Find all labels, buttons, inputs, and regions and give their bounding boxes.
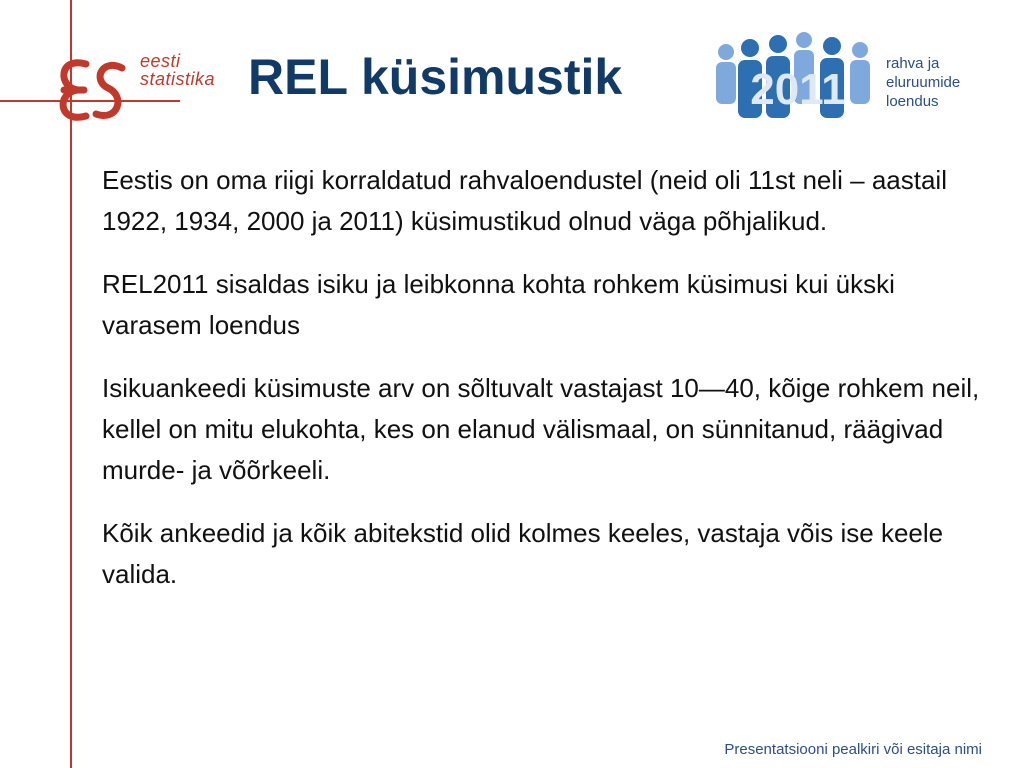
body-paragraph: Kõik ankeedid ja kõik abitekstid olid kolmes keeles, vastaja võis ise keele valida. [102, 518, 944, 589]
slide-footer: Presentatsiooni pealkiri või esitaja nimi [724, 741, 982, 758]
body-paragraph: Isikuankeedi küsimuste arv on sõltuvalt vastajast 10—40, kõige rohkem neil, kellel on mitu elukohta, kes on elanud välismaal, on sünnitanud, räägivad murde- ja võõrkeeli. [102, 373, 980, 485]
wordmark-line-2: statistika [140, 69, 216, 89]
census-year: 2011 [750, 65, 846, 114]
census-wordmark [886, 54, 960, 111]
slide-title: REL küsimustik [248, 49, 623, 105]
census-line-3: loendus [886, 93, 939, 110]
statistics-es-logo-icon [50, 50, 130, 130]
slide-body [102, 160, 992, 617]
body-paragraph: REL2011 sisaldas isiku ja leibkonna kohta rohkem küsimusi kui ükski varasem loendus [102, 269, 895, 340]
statistics-wordmark [140, 52, 215, 88]
census-2011-logo-icon [710, 30, 880, 125]
body-paragraph: Eestis on oma riigi korraldatud rahvaloendustel (neid oli 11st neli – aastail 1922, 1934, 2000 ja 2011) küsimustikud olnud väga põhjalikud. [102, 165, 947, 236]
wordmark-line-1: eesti [140, 51, 181, 71]
census-line-1: rahva ja [886, 55, 940, 72]
census-line-2: eluruumide [886, 74, 961, 91]
